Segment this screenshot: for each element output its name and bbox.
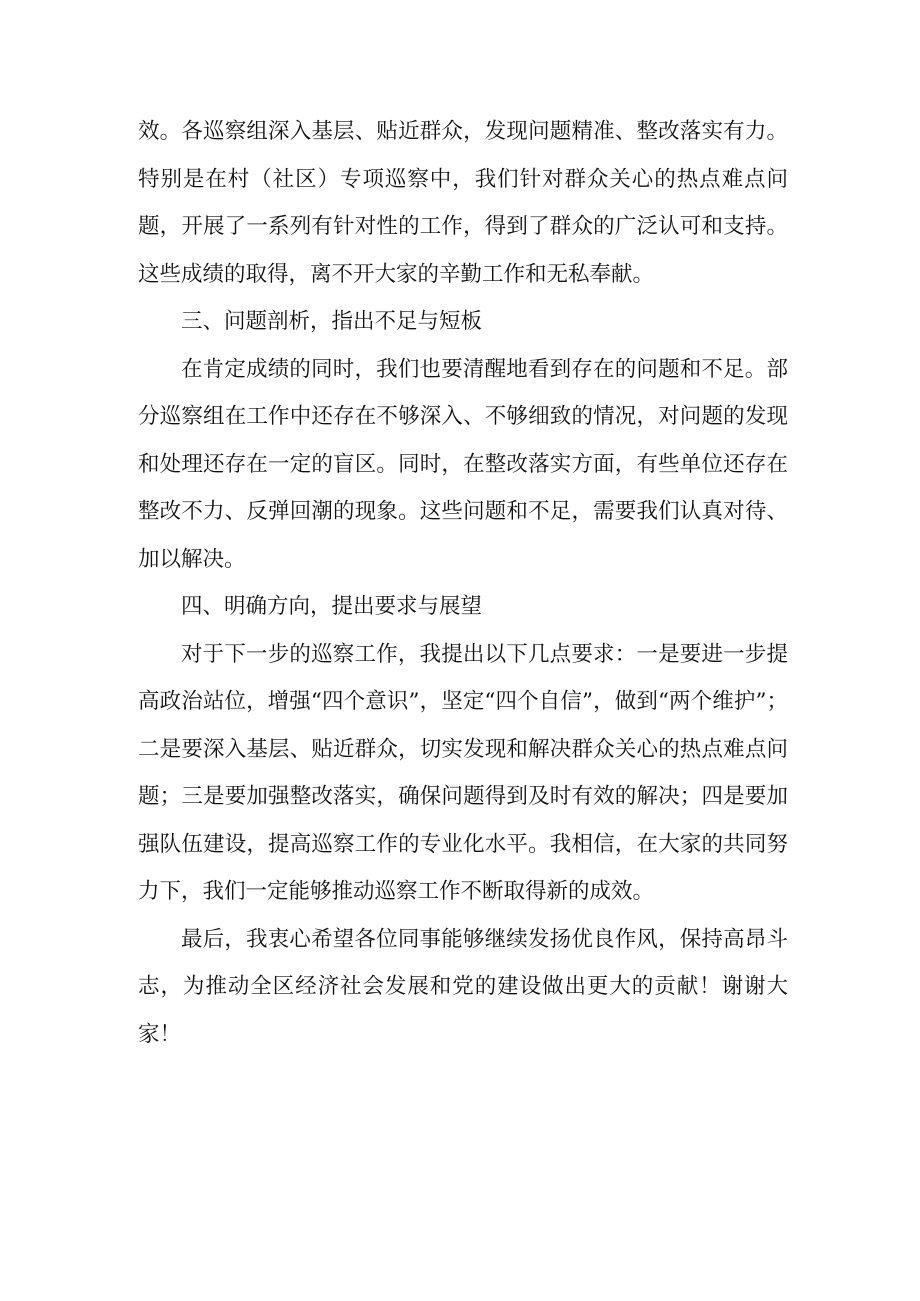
document-page (138, 108, 788, 1058)
body-paragraph-requirements: 对于下一步的巡察工作，我提出以下几点要求：一是要进一步提高政治站位，增强“四个意识”，坚定“四个自信”，做到“两个维护”；二是要深入基层、贴近群众，切实发现和解决群众关心的热点难点问题；三是要加强整改落实，确保问题得到及时有效的解决；四是要加强队伍建设，提高巡察工作的专业化水平。我相信，在大家的共同努力下，我们一定能够推动巡察工作不断取得新的成效。 (138, 641, 788, 904)
body-paragraph-closing: 最后，我衷心希望各位同事能够继续发扬优良作风，保持高昂斗志，为推动全区经济社会发展和党的建设做出更大的贡献！谢谢大家！ (138, 926, 788, 1047)
body-paragraph-problems: 在肯定成绩的同时，我们也要清醒地看到存在的问题和不足。部分巡察组在工作中还存在不够深入、不够细致的情况，对问题的发现和处理还存在一定的盲区。同时，在整改落实方面，有些单位还存在整改不力、反弹回潮的现象。这些问题和不足，需要我们认真对待、加以解决。 (138, 356, 788, 572)
section-heading-3: 三、问题剖析，指出不足与短板 (181, 309, 483, 334)
body-paragraph-continuation: 效。各巡察组深入基层、贴近群众，发现问题精准、整改落实有力。特别是在村（社区）专项巡察中，我们针对群众关心的热点难点问题，开展了一系列有针对性的工作，得到了群众的广泛认可和支持。这些成绩的取得，离不开大家的辛勤工作和无私奉献。 (138, 119, 788, 287)
section-heading-4: 四、明确方向，提出要求与展望 (181, 594, 483, 619)
